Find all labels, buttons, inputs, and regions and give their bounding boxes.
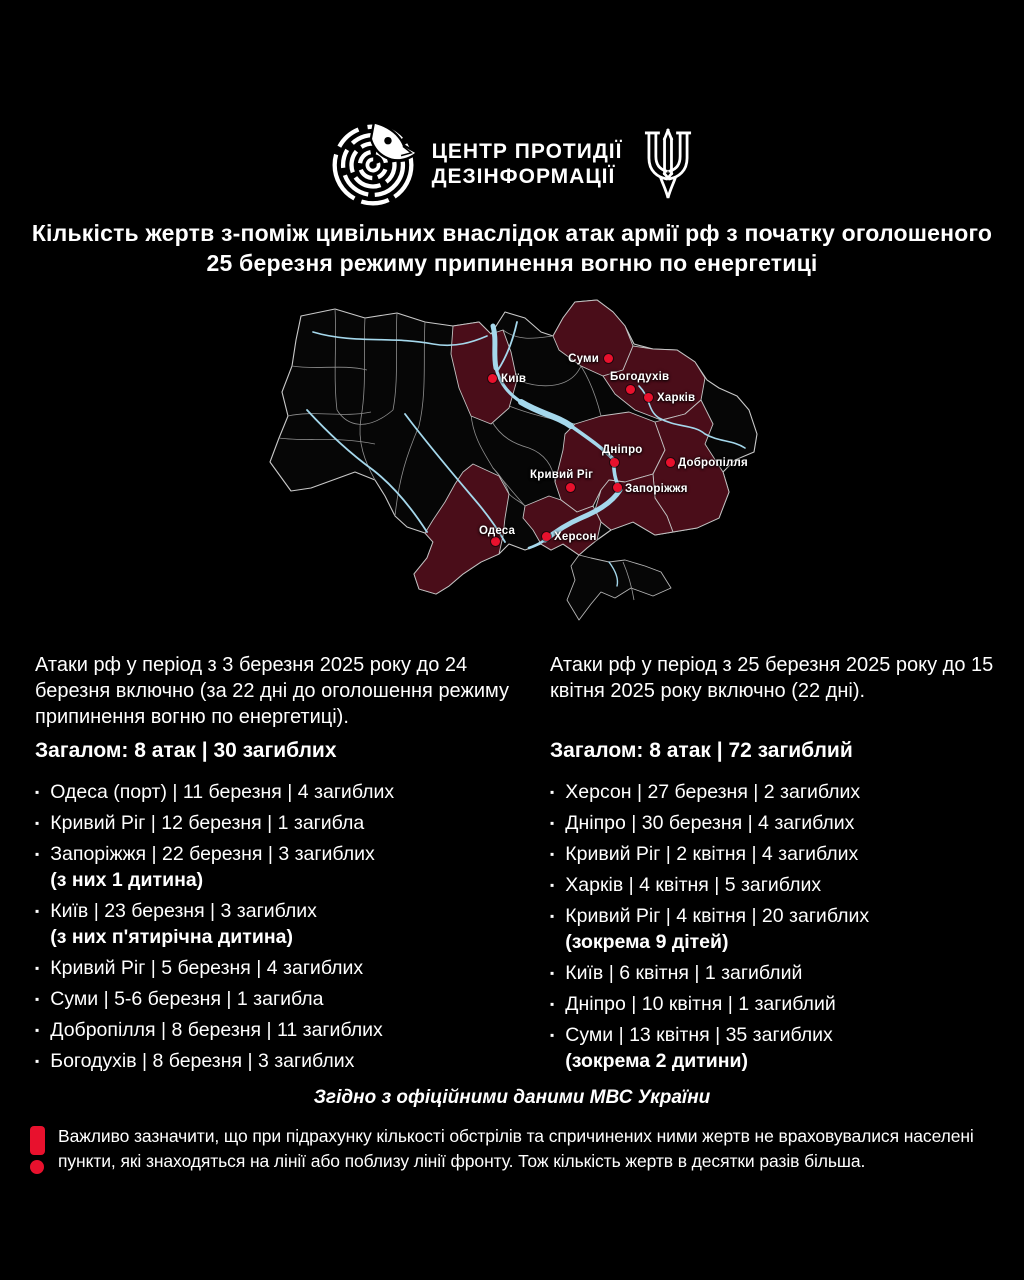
city-label: Одеса (479, 524, 516, 537)
attack-list-item (35, 1017, 515, 1043)
attack-list-item (35, 1048, 515, 1074)
attack-list-item (35, 955, 515, 981)
attack-item-text: Кривий Ріг | 12 березня | 1 загибла (50, 811, 365, 834)
attack-list-item (550, 903, 1010, 955)
attack-item-note: (зокрема 9 дітей) (565, 930, 729, 953)
city-label: Запоріжжя (625, 482, 688, 495)
attack-item-text: Київ | 6 квітня | 1 загиблий (565, 961, 803, 984)
attack-list-item (550, 841, 1010, 867)
bullet-icon: ▪ (35, 784, 40, 799)
city-marker-dot (613, 483, 622, 492)
period-after-ceasefire-column (550, 652, 1010, 1079)
trident-svg (642, 125, 694, 205)
period-total: Загалом: 8 атак | 72 загиблий (550, 738, 853, 762)
bullet-icon: ▪ (35, 1022, 40, 1037)
page-title: Кількість жертв з-поміж цивільних внаслідок атак армії рф з початку оголошеного 25 березня режиму припинення вогню по енергетиці (31, 220, 993, 277)
attack-list (550, 779, 1010, 1074)
city-marker-dot (626, 385, 635, 394)
bullet-icon: ▪ (550, 877, 555, 892)
attack-item-text: Кривий Ріг | 4 квітня | 20 загиблих (565, 904, 870, 927)
bullet-icon: ▪ (550, 908, 555, 923)
city-marker-dot (610, 458, 619, 467)
attack-list-item (550, 810, 1010, 836)
data-source-note: Згідно з офіційними даними МВС України (313, 1086, 711, 1108)
city-marker-dot (488, 374, 497, 383)
bullet-icon: ▪ (35, 846, 40, 861)
attack-list (35, 779, 515, 1074)
crimea-outline (567, 555, 671, 620)
city-label: Суми (568, 352, 599, 365)
city-marker-dot (542, 532, 551, 541)
period-intro: Атаки рф у період з 25 березня 2025 року до 15 квітня 2025 року включно (22 дні). (550, 653, 994, 702)
city-label: Добропілля (678, 456, 748, 469)
attack-list-item (35, 986, 515, 1012)
bullet-icon: ▪ (550, 846, 555, 861)
city-label: Кривий Ріг (530, 468, 594, 481)
attack-list-item (550, 991, 1010, 1017)
attack-item-text: Кривий Ріг | 2 квітня | 4 загиблих (565, 842, 859, 865)
ukraine-map (257, 292, 767, 622)
org-name-line2: ДЕЗІНФОРМАЦІЇ (431, 165, 616, 188)
city-label: Богодухів (610, 370, 670, 383)
city-label: Дніпро (602, 443, 643, 456)
period-intro: Атаки рф у період з 3 березня 2025 року до 24 березня включно (за 22 дні до оголошення режиму припинення вогню по енергетиці). (35, 653, 509, 728)
attack-item-note: (зокрема 2 дитини) (565, 1049, 748, 1072)
bullet-icon: ▪ (550, 996, 555, 1011)
bullet-icon: ▪ (35, 991, 40, 1006)
bullet-icon: ▪ (550, 784, 555, 799)
attack-item-text: Суми | 13 квітня | 35 загиблих (565, 1023, 833, 1046)
attack-item-text: Херсон | 27 березня | 2 загиблих (565, 780, 861, 803)
warning-exclamation-icon (30, 1124, 45, 1174)
owl-logo-svg (330, 122, 416, 208)
bullet-icon: ▪ (35, 1053, 40, 1068)
attack-item-text: Дніпро | 30 березня | 4 загиблих (565, 811, 855, 834)
org-name (432, 140, 623, 190)
attack-item-text: Кривий Ріг | 5 березня | 4 загиблих (50, 956, 364, 979)
warning-block (30, 1124, 996, 1174)
attack-item-text: Богодухів | 8 березня | 3 загиблих (50, 1049, 355, 1072)
city-marker-dot (491, 537, 500, 546)
warning-text: Важливо зазначити, що при підрахунку кількості обстрілів та спричинених ними жертв не враховувалися населені пункти, які знаходяться на лінії або поблизу лінії фронту. Тож кількість жертв в десятки разів більша. (58, 1125, 974, 1171)
cpd-owl-maze-logo-icon (330, 122, 416, 208)
attack-list-item (35, 898, 515, 950)
bullet-icon: ▪ (550, 1027, 555, 1042)
attack-item-text: Суми | 5-6 березня | 1 загибла (50, 987, 324, 1010)
period-before-ceasefire-column (35, 652, 515, 1079)
city-marker-dot (666, 458, 675, 467)
attack-list-item (35, 779, 515, 805)
attack-item-note: (з них 1 дитина) (50, 868, 204, 891)
attack-list-item (550, 872, 1010, 898)
bullet-icon: ▪ (35, 815, 40, 830)
attack-item-text: Харків | 4 квітня | 5 загиблих (565, 873, 822, 896)
org-name-line1: ЦЕНТР ПРОТИДІЇ (431, 140, 623, 164)
attack-item-note: (з них п'ятирічна дитина) (50, 925, 293, 948)
header-logo (0, 0, 1024, 208)
city-marker-dot (566, 483, 575, 492)
attack-list-item (550, 779, 1010, 805)
attack-item-text: Добропілля | 8 березня | 11 загиблих (50, 1018, 383, 1041)
attack-item-text: Київ | 23 березня | 3 загиблих (50, 899, 317, 922)
statistics-columns (35, 652, 1010, 1079)
attack-list-item (35, 841, 515, 893)
city-marker-dot (604, 354, 613, 363)
bullet-icon: ▪ (550, 965, 555, 980)
city-label: Київ (501, 372, 527, 385)
footer (0, 1087, 1024, 1174)
attack-list-item (550, 1022, 1010, 1074)
bullet-icon: ▪ (35, 960, 40, 975)
attack-item-text: Дніпро | 10 квітня | 1 загиблий (565, 992, 836, 1015)
city-label: Херсон (554, 530, 597, 543)
attack-list-item (550, 960, 1010, 986)
city-marker-dot (644, 393, 653, 402)
attack-list-item (35, 810, 515, 836)
city-label: Харків (657, 391, 696, 404)
bullet-icon: ▪ (35, 903, 40, 918)
attack-item-text: Запоріжжя | 22 березня | 3 загиблих (50, 842, 375, 865)
attack-item-text: Одеса (порт) | 11 березня | 4 загиблих (50, 780, 395, 803)
ukraine-trident-icon (642, 125, 694, 205)
period-total: Загалом: 8 атак | 30 загиблих (35, 738, 337, 762)
bullet-icon: ▪ (550, 815, 555, 830)
